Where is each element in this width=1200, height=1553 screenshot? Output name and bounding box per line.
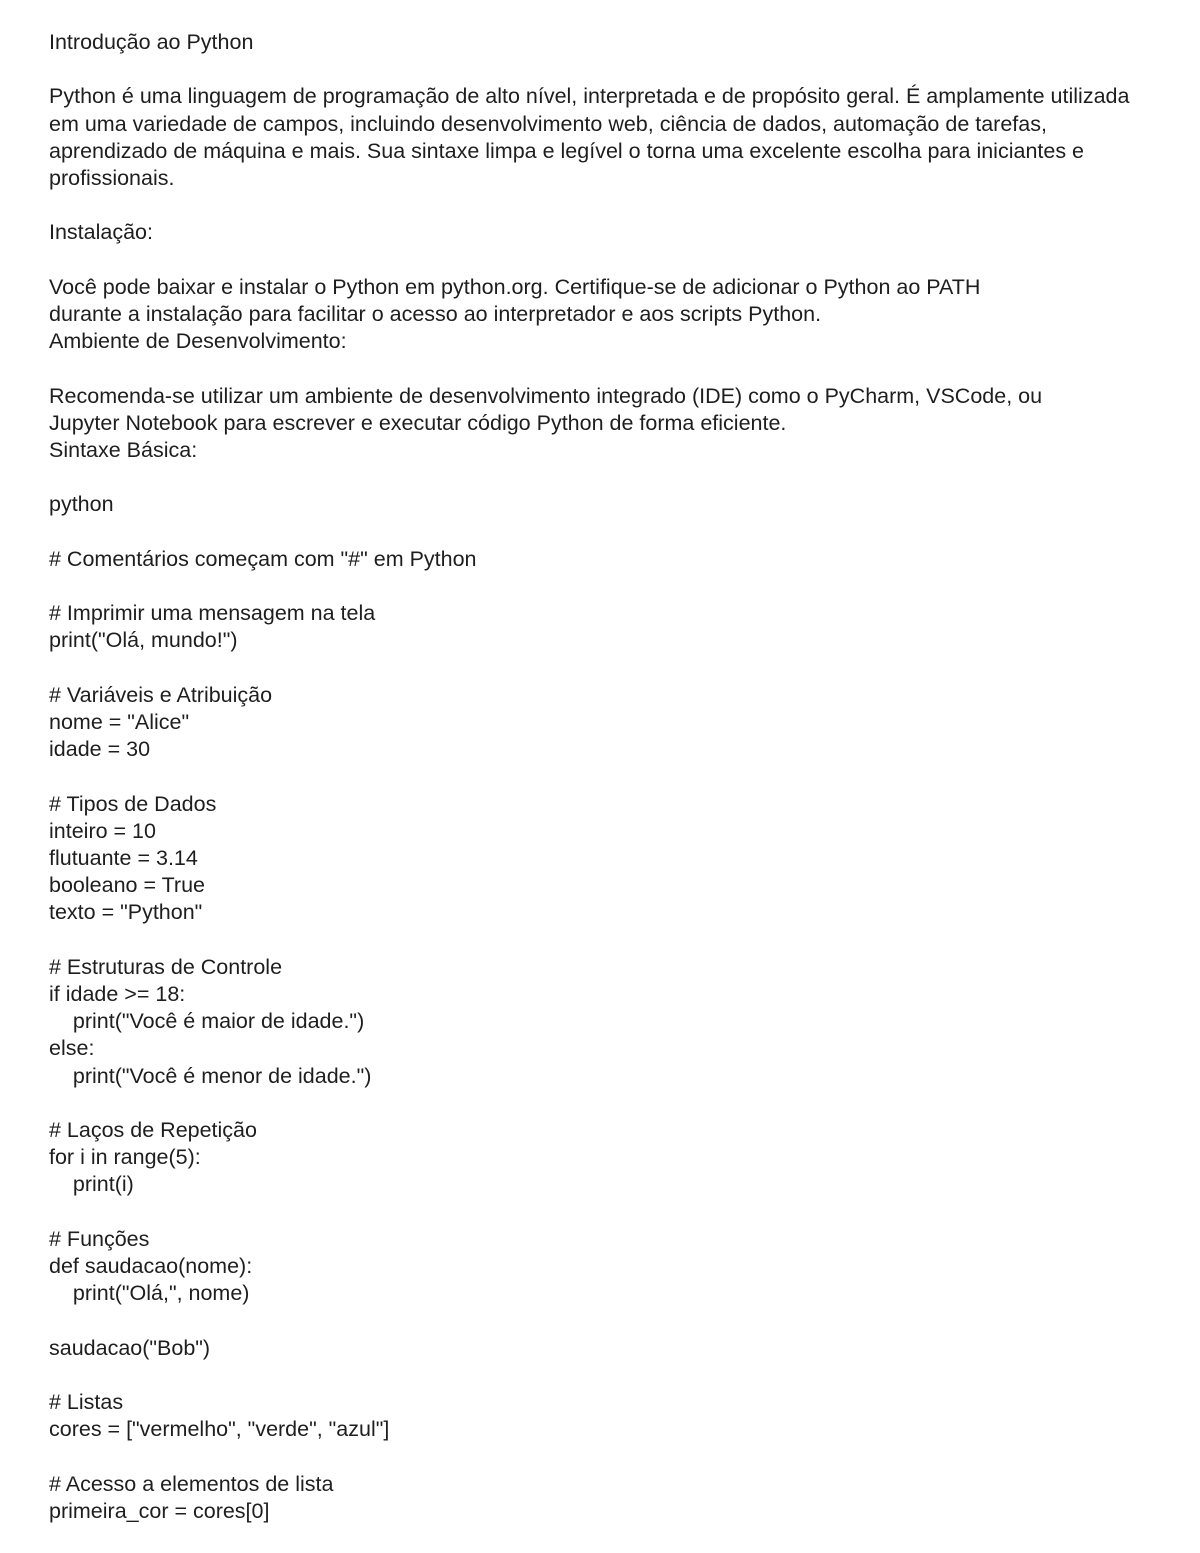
code-line: def saudacao(nome): bbox=[49, 1253, 253, 1278]
code-line: print("Você é maior de idade.") bbox=[49, 1009, 365, 1034]
code-line: # Comentários começam com "#" em Python bbox=[49, 546, 477, 571]
blank-line bbox=[49, 192, 1160, 219]
blank-line bbox=[49, 247, 1160, 274]
code-language-label: python bbox=[49, 492, 114, 517]
install-text-line: durante a instalação para facilitar o acesso ao interpretador e aos scripts Python. bbox=[49, 301, 822, 326]
code-line: # Funções bbox=[49, 1226, 150, 1251]
code-line bbox=[49, 655, 1160, 682]
code-line: print("Você é menor de idade.") bbox=[49, 1063, 372, 1088]
code-line: nome = "Alice" bbox=[49, 709, 190, 734]
code-line: cores = ["vermelho", "verde", "azul"] bbox=[49, 1417, 390, 1442]
code-line: # Variáveis e Atribuição bbox=[49, 682, 273, 707]
code-line: for i in range(5): bbox=[49, 1145, 201, 1170]
code-line bbox=[49, 1362, 1160, 1389]
code-line bbox=[49, 1307, 1160, 1334]
code-line: if idade >= 18: bbox=[49, 981, 186, 1006]
code-line: # Imprimir uma mensagem na tela bbox=[49, 601, 376, 626]
code-line: print("Olá,", nome) bbox=[49, 1281, 250, 1306]
code-block bbox=[49, 546, 1160, 1525]
code-line: # Estruturas de Controle bbox=[49, 954, 283, 979]
code-line: texto = "Python" bbox=[49, 900, 203, 925]
code-line bbox=[49, 1199, 1160, 1226]
code-line: flutuante = 3.14 bbox=[49, 845, 198, 870]
blank-line bbox=[49, 56, 1160, 83]
blank-line bbox=[49, 355, 1160, 382]
code-line bbox=[49, 573, 1160, 600]
code-line: print(i) bbox=[49, 1172, 134, 1197]
code-line: inteiro = 10 bbox=[49, 818, 156, 843]
code-line: # Tipos de Dados bbox=[49, 791, 217, 816]
env-text-line: Jupyter Notebook para escrever e executar código Python de forma eficiente. bbox=[49, 410, 787, 435]
code-line: else: bbox=[49, 1036, 95, 1061]
code-line bbox=[49, 927, 1160, 954]
env-heading: Ambiente de Desenvolvimento: bbox=[49, 329, 347, 354]
code-line: # Laços de Repetição bbox=[49, 1117, 257, 1142]
install-heading: Instalação: bbox=[49, 220, 153, 245]
code-line: print("Olá, mundo!") bbox=[49, 628, 238, 653]
document-title: Introdução ao Python bbox=[49, 30, 254, 54]
install-text-line: Você pode baixar e instalar o Python em python.org. Certifique-se de adicionar o Python ao PATH bbox=[49, 274, 981, 299]
env-text-line: Recomenda-se utilizar um ambiente de desenvolvimento integrado (IDE) como o PyCharm, VSCode, ou bbox=[49, 383, 1043, 408]
code-line bbox=[49, 1090, 1160, 1117]
syntax-heading: Sintaxe Básica: bbox=[49, 437, 198, 462]
blank-line bbox=[49, 464, 1160, 491]
blank-line bbox=[49, 519, 1160, 546]
code-line: booleano = True bbox=[49, 873, 206, 898]
code-line: # Listas bbox=[49, 1389, 124, 1414]
code-line: idade = 30 bbox=[49, 737, 151, 762]
code-line: saudacao("Bob") bbox=[49, 1335, 211, 1360]
intro-paragraph: Python é uma linguagem de programação de alto nível, interpretada e de propósito geral. É amplamente utilizada em uma variedade de campos, incluindo desenvolvimento web, ciência de dados, automação de tarefas, aprendizado de máquina e mais. Sua sintaxe limpa e legível o torna uma excelente escolha para iniciantes e profissionais. bbox=[49, 84, 1130, 190]
code-line: primeira_cor = cores[0] bbox=[49, 1498, 270, 1523]
code-line bbox=[49, 763, 1160, 790]
code-line bbox=[49, 1443, 1160, 1470]
code-line: # Acesso a elementos de lista bbox=[49, 1471, 334, 1496]
